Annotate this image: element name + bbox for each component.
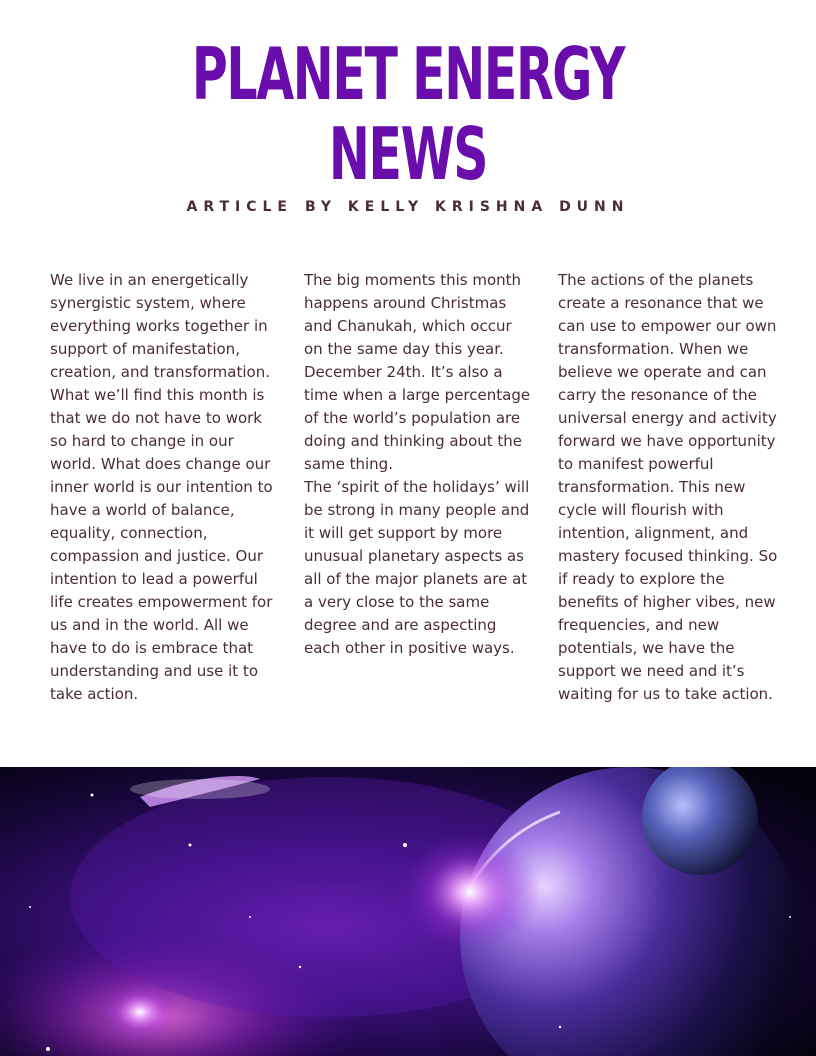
- column-3-paragraph-1: The actions of the planets create a resonance that we can use to empower our own transformation. When we believe we operate and can carry the resonance of the universal energy and activity forward we have opportunity to manifest powerful transformation. This new cycle will flourish with intention, alignment, and mastery focused thinking. So if ready to explore the benefits of higher vibes, new frequencies, and new potentials, we have the support we need and it’s waiting for us to take action.: [558, 271, 778, 703]
- column-1-paragraph-1: We live in an energetically synergistic system, where everything works together in support of manifestation, creation, and transformation.: [50, 271, 270, 381]
- column-1-paragraph-2: What we’ll find this month is that we do not have to work so hard to change in our world. What does change our inner world is our intention to have a world of balance, equality, connection, compassion and justice. Our intention to lead a powerful life creates empowerment for us and in the world. All we have to do is embrace that understanding and use it to take action.: [50, 386, 273, 703]
- title-line-2: NEWS: [328, 112, 488, 196]
- space-planets-image: [0, 767, 816, 1056]
- column-2-paragraph-2: The ‘spirit of the holidays’ will be strong in many people and it will get support by more unusual planetary aspects as all of the major planets are at a very close to the same degree and are aspecting each other in positive ways.: [304, 478, 530, 657]
- space-illustration: [0, 767, 816, 1056]
- title-line-1: PLANET ENERGY: [191, 32, 625, 116]
- page-title: [131, 34, 686, 194]
- byline-article: ARTICLE: [186, 199, 293, 215]
- article-column-3: [558, 269, 786, 706]
- byline-author: BY KELLY KRISHNA DUNN: [305, 199, 630, 215]
- article-column-1: [50, 269, 278, 706]
- column-2-paragraph-1: The big moments this month happens around Christmas and Chanukah, which occur on the same day this year. December 24th. It’s also a time when a large percentage of the world’s population are doing and thinking about the same thing.: [304, 271, 531, 473]
- byline: [0, 199, 816, 215]
- article-column-2: [304, 269, 532, 660]
